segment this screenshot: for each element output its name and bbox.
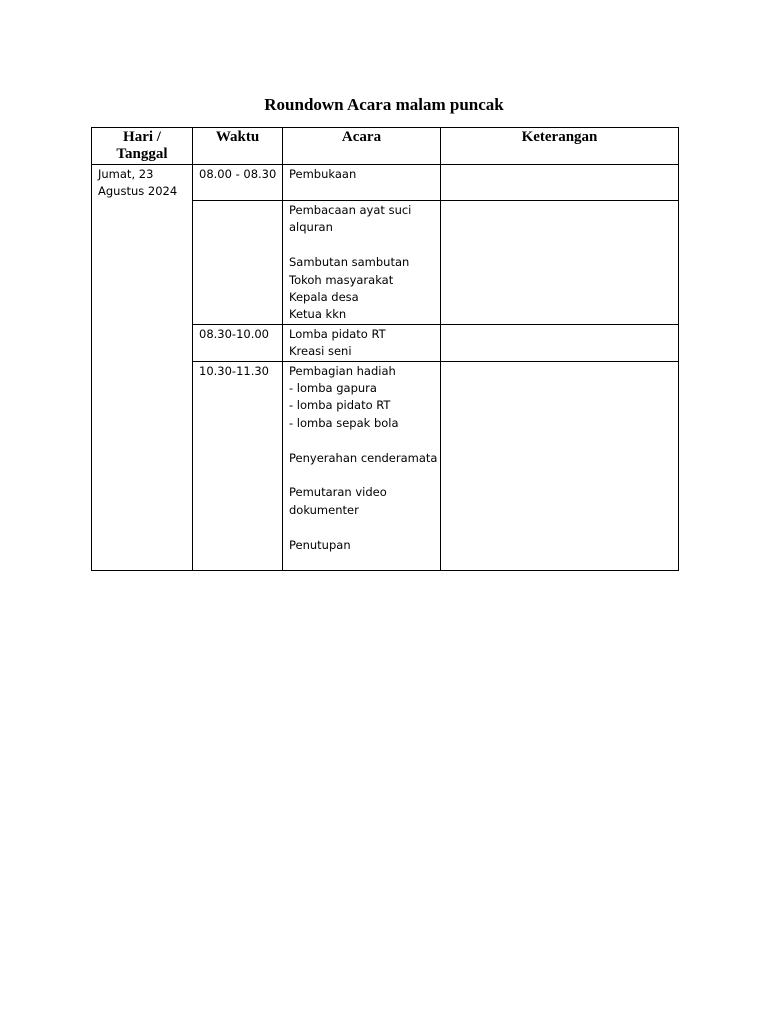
acara-line: Penutupan <box>289 537 351 552</box>
acara-line: Kepala desa <box>289 290 359 305</box>
cell-keterangan <box>441 361 679 570</box>
table-row <box>92 165 679 201</box>
cell-acara <box>283 165 441 201</box>
cell-waktu <box>193 165 283 201</box>
acara-line: Penyerahan cenderamata <box>289 450 438 465</box>
cell-waktu <box>193 201 283 325</box>
header-hari-line-2: Tanggal <box>116 146 168 162</box>
header-waktu: Waktu <box>193 128 283 165</box>
header-keterangan: Keterangan <box>441 128 679 165</box>
acara-line: Ketua kkn <box>289 307 347 322</box>
acara-line: Tokoh masyarakat <box>289 272 394 287</box>
hari-tanggal-line-1: Jumat, 23 <box>98 167 154 181</box>
waktu-text: 08.00 - 08.30 <box>199 167 277 181</box>
waktu-text: 08.30-10.00 <box>199 326 269 341</box>
acara-line <box>289 432 434 449</box>
cell-keterangan <box>441 324 679 361</box>
cell-hari-tanggal <box>92 165 193 571</box>
acara-line: alquran <box>289 220 333 235</box>
acara-line <box>289 467 434 484</box>
acara-line: Pembagian hadiah <box>289 363 396 378</box>
acara-line: Sambutan sambutan <box>289 255 410 270</box>
acara-line: Pemutaran video <box>289 485 387 500</box>
hari-tanggal-line-2: Agustus 2024 <box>98 184 178 199</box>
cell-waktu <box>193 361 283 570</box>
waktu-text: 10.30-11.30 <box>199 363 269 378</box>
cell-acara <box>283 324 441 361</box>
header-row <box>92 128 679 165</box>
acara-line: - lomba gapura <box>289 381 377 396</box>
header-hari-tanggal <box>92 128 193 165</box>
acara-line: Kreasi seni <box>289 344 352 359</box>
acara-line: Pembukaan <box>289 167 357 181</box>
header-acara: Acara <box>283 128 441 165</box>
page-title: Roundown Acara malam puncak <box>264 95 504 114</box>
acara-line: Pembacaan ayat suci <box>289 203 412 217</box>
cell-waktu <box>193 324 283 361</box>
cell-keterangan <box>441 201 679 325</box>
acara-line: - lomba pidato RT <box>289 398 391 413</box>
cell-acara <box>283 361 441 570</box>
cell-acara <box>283 201 441 325</box>
cell-keterangan <box>441 165 679 201</box>
acara-line <box>289 237 434 254</box>
acara-line <box>289 519 434 536</box>
acara-line: Lomba pidato RT <box>289 326 386 341</box>
rundown-table <box>91 127 679 571</box>
header-hari-line-1: Hari / <box>123 129 161 145</box>
acara-line: dokumenter <box>289 502 359 517</box>
acara-line: - lomba sepak bola <box>289 415 399 430</box>
